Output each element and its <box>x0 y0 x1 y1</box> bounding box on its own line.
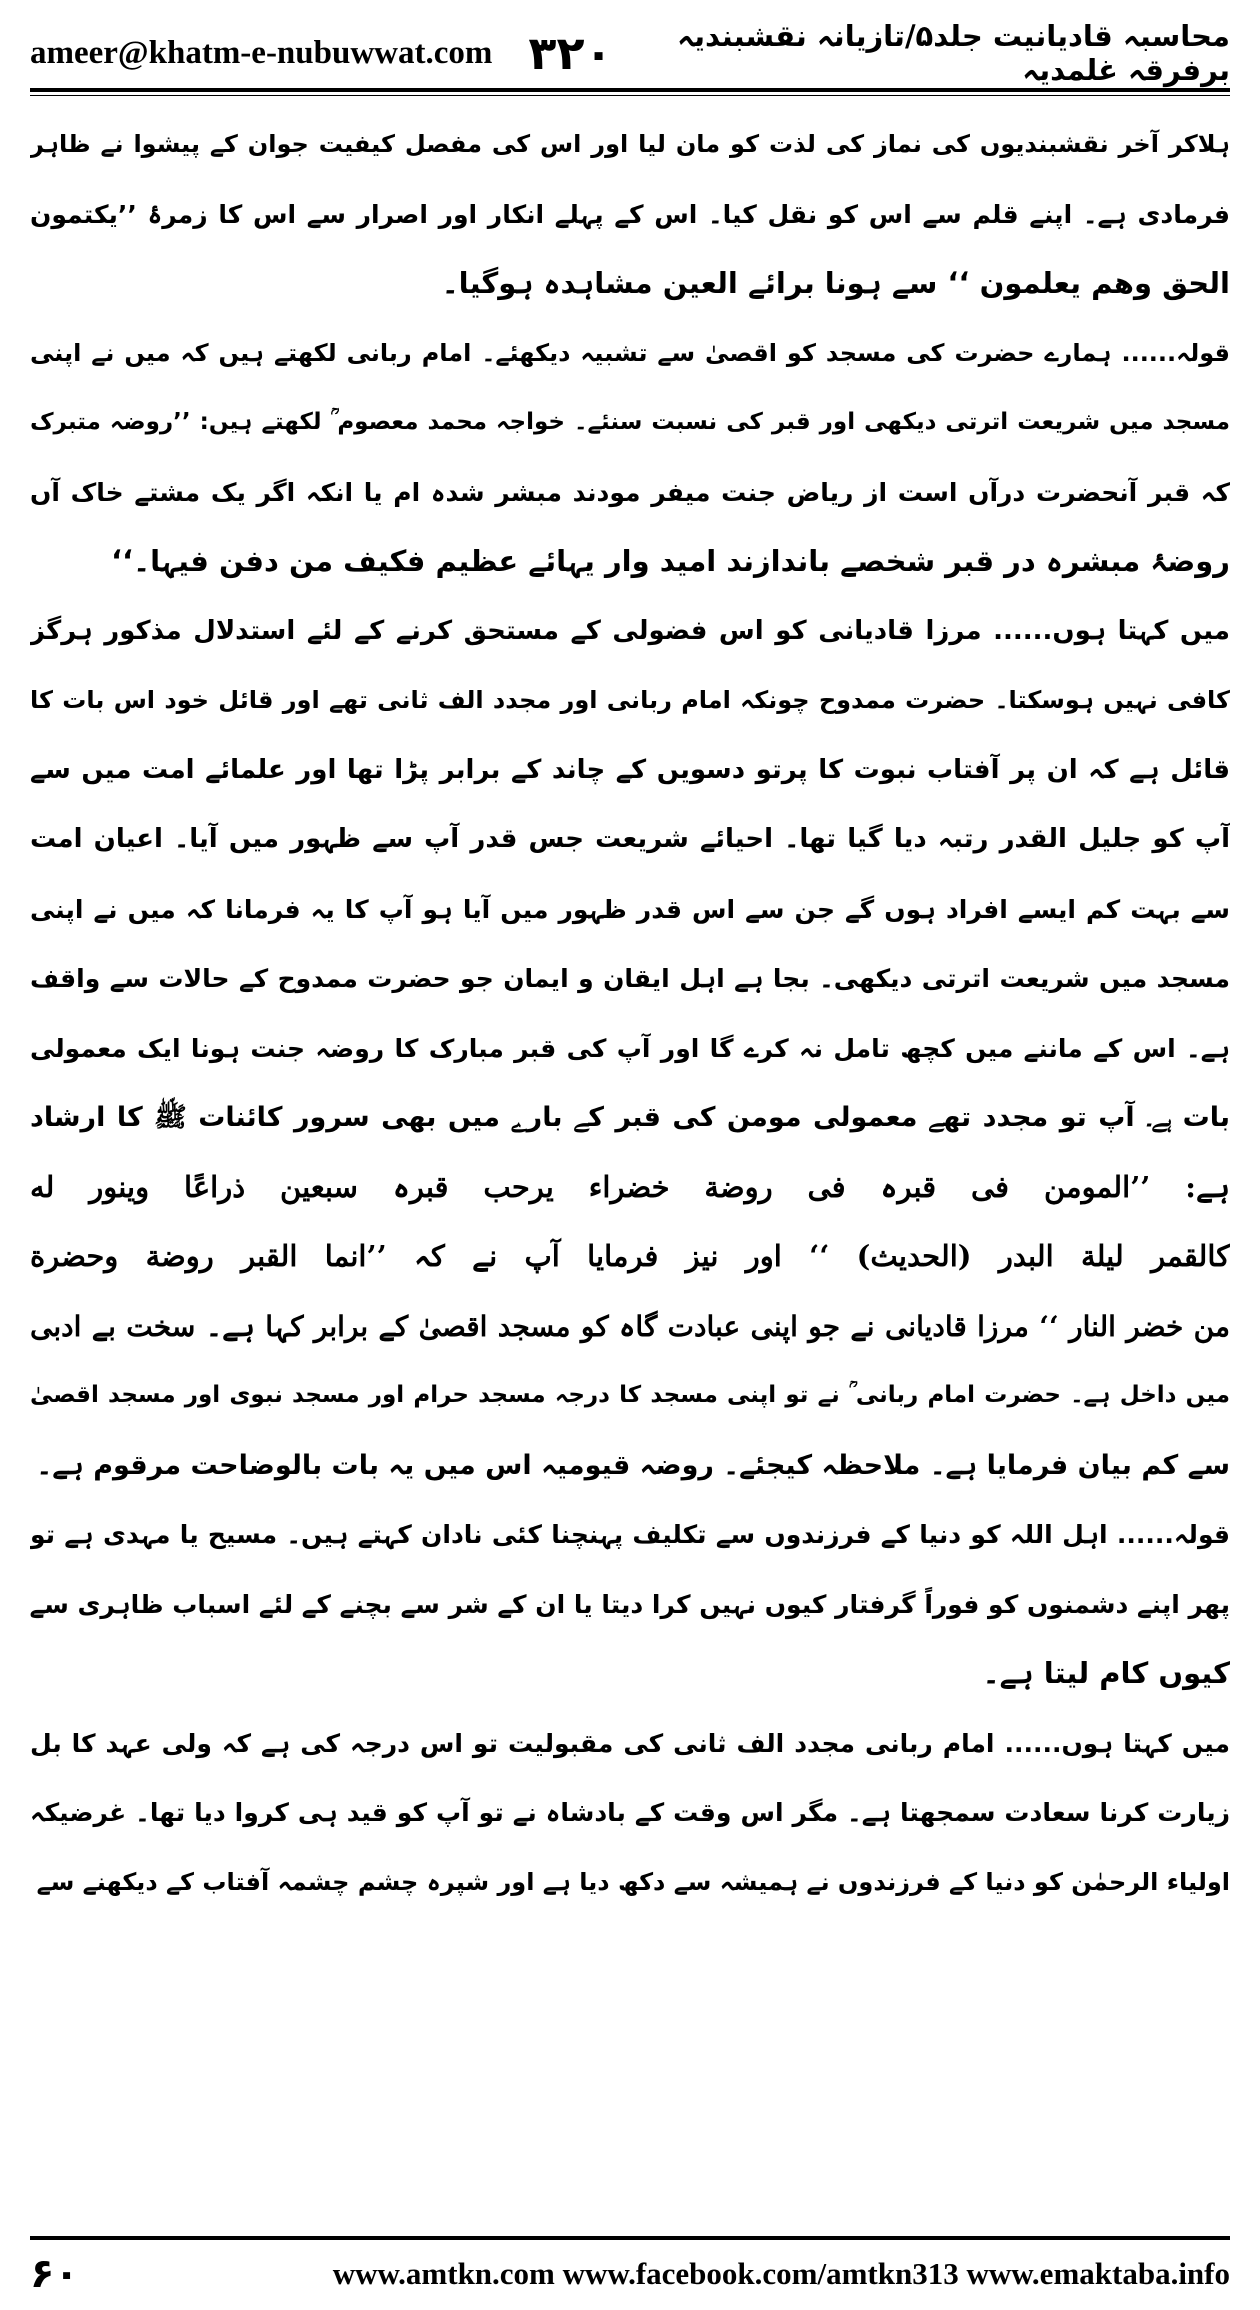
text-line: آپ کو جلیل القدر رتبہ دیا گیا تھا۔ احیائے شریعت جس قدر آپ سے ظہور میں آیا۔ اعیان امت <box>30 824 1230 854</box>
text-line: ہلاکر آخر نقشبندیوں کی نماز کی لذت کو مان لیا اور اس کی مفصل کیفیت جوان کے پیشوا نے ظاہر <box>30 130 1230 158</box>
text-line: سے بہت کم ایسے افراد ہوں گے جن سے اس قدر ظہور میں آیا ہو آپ کا یہ فرمانا کہ میں نے اپنی <box>30 894 1230 924</box>
text-line: مسجد میں شریعت اترتی دیکھی اور قبر کی نسبت سنئے۔ خواجہ محمد معصوم ؒ لکھتے ہیں: ’’روضہ متبرک <box>30 409 1230 435</box>
text-line: میں کہتا ہوں...... مرزا قادیانی کو اس فضولی کے مستحق کرنے کے لئے استدلال مذکور ہرگز <box>30 615 1230 646</box>
text-line: قولہ...... ہمارے حضرت کی مسجد کو اقصیٰ سے تشبیہ دیکھئے۔ امام ربانی لکھتے ہیں کہ میں نے اپنی <box>30 338 1230 367</box>
text-line: بات ہے۔ آپ تو مجدد تھے معمولی مومن کی قبر کے بارے میں بھی سرور کائنات ﷺ کا ارشاد <box>30 1102 1230 1133</box>
header-page-number: ۳۲۰ <box>528 26 613 80</box>
page-header <box>30 18 1230 88</box>
text-line: روضۂ مبشرہ در قبر شخصے باندازند امید وار یہائے عظیم فکیف من دفن فیہا۔‘‘ <box>111 544 1230 578</box>
text-line: مسجد میں شریعت اترتی دیکھی۔ بجا ہے اہل ایقان و ایمان جو حضرت ممدوح کے حالات سے واقف <box>30 964 1230 993</box>
text-line: ہے۔ اس کے ماننے میں کچھ تامل نہ کرے گا اور آپ کی قبر مبارک کا روضہ جنت ہونا ایک معمولی <box>30 1033 1230 1063</box>
text-line: اولیاء الرحمٰن کو دنیا کے فرزندوں نے ہمیشہ سے دکھ دیا ہے اور شپرہ چشم چشمہ آفتاب کے دیکھنے سے <box>36 1867 1230 1896</box>
header-email: ameer@khatm-e-nubuwwat.com <box>30 34 493 71</box>
text-line: کافی نہیں ہوسکتا۔ حضرت ممدوح چونکہ امام ربانی اور مجدد الف ثانی تھے اور قائل خود اس بات کا <box>30 686 1230 714</box>
text-line: الحق وھم یعلمون ‘‘ سے ہونا برائے العین مشاہدہ ہوگیا۔ <box>441 266 1230 300</box>
text-line: قائل ہے کہ ان پر آفتاب نبوت کا پرتو دسویں کے چاند کے برابر پڑا تھا اور علمائے امت میں سے <box>30 754 1230 785</box>
text-line: کیوں کام لیتا ہے۔ <box>982 1656 1230 1690</box>
header-rule-thin <box>30 95 1230 96</box>
text-line: پھر اپنے دشمنوں کو فوراً گرفتار کیوں نہیں کرا دیتا یا ان کے شر سے بچنے کے لئے اسباب ظاہری سے <box>30 1589 1230 1619</box>
text-line: زیارت کرنا سعادت سمجھتا ہے۔ مگر اس وقت کے بادشاہ نے تو آپ کو قید ہی کروا دیا تھا۔ غرضیکہ <box>30 1798 1230 1827</box>
text-line: فرمادی ہے۔ اپنے قلم سے اس کو نقل کیا۔ اس کے پہلے انکار اور اصرار سے اس کا زمرۂ ’’یکتمون <box>30 199 1230 229</box>
body-text <box>30 110 1230 2205</box>
page-footer <box>30 2246 1230 2302</box>
text-line: سے کم بیان فرمایا ہے۔ ملاحظہ کیجئے۔ روضہ قیومیہ اس میں یہ بات بالوضاحت مرقوم ہے۔ <box>36 1449 1230 1481</box>
text-line: کالقمر لیلة البدر (الحدیث) ‘‘ اور نیز فرمایا آپ نے کہ ’’انما القبر روضة وحضرة <box>30 1239 1230 1273</box>
text-line: ہے: ’’المومن فی قبرہ فی روضة خضراء یرحب قبرہ سبعین ذراعًا وینور له <box>30 1169 1230 1204</box>
text-line: میں کہتا ہوں...... امام ربانی مجدد الف ثانی کی مقبولیت تو اس درجہ کی ہے کہ ولی عہد کا بل <box>30 1728 1230 1758</box>
footer-rule <box>30 2236 1230 2240</box>
header-rule <box>30 88 1230 92</box>
text-line: میں داخل ہے۔ حضرت امام ربانی ؒ نے تو اپنی مسجد کا درجہ مسجد حرام اور مسجد نبوی اور مسجد اقصیٰ <box>30 1382 1230 1408</box>
text-line: من خضر النار ‘‘ مرزا قادیانی نے جو اپنی عبادت گاہ کو مسجد اقصیٰ کے برابر کہا ہے۔ سخت بے ادبی <box>30 1309 1230 1343</box>
header-book-title: محاسبہ قادیانیت جلد۵/تازیانہ نقشبندیہ برفرقہ غلمدیہ <box>677 19 1230 87</box>
footer-page-number: ۶۰ <box>30 2251 79 2297</box>
footer-links: www.amtkn.com www.facebook.com/amtkn313 www.emaktaba.info <box>332 2256 1230 2291</box>
text-line: کہ قبر آنحضرت درآں است از ریاض جنت میفر مودند مبشر شدہ ام یا انکہ اگر یک مشتے خاک آں <box>30 477 1230 507</box>
text-line: قولہ...... اہل اللہ کو دنیا کے فرزندوں سے تکلیف پہنچنا کئی نادان کہتے ہیں۔ مسیح یا مہدی ہے تو <box>30 1520 1230 1549</box>
